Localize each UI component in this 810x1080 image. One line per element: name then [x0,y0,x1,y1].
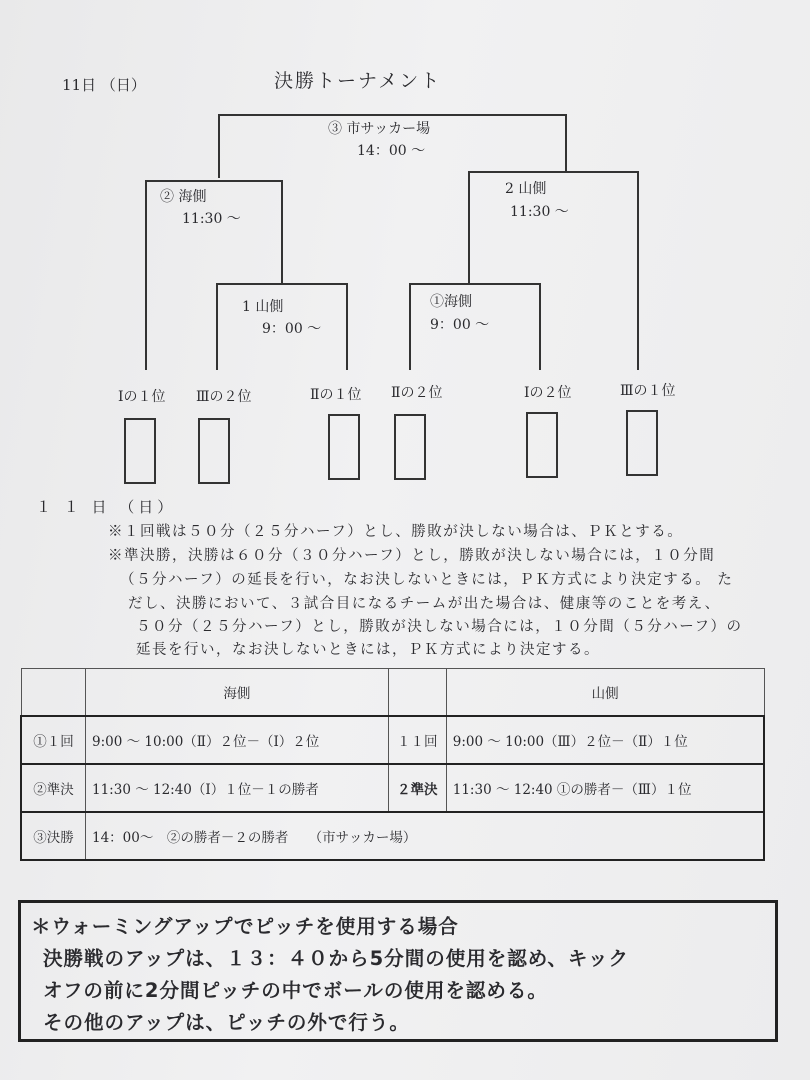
round-cell: ２準決 [388,764,446,812]
date-label: 11日 （日） [62,76,146,94]
qf-left-label: 1 山側 [242,299,284,315]
warmup-notice-line: その他のアップは、ピッチの外で行う。 [43,1011,410,1034]
team-slot-box [394,414,426,480]
team-slot-box [328,414,360,480]
warmup-notice-title: ＊ウォーミングアップでピッチを使用する場合 [31,915,459,938]
table-header-left: 海側 [86,669,389,717]
match-cell: 11:30 〜 12:40 ①の勝者－（Ⅲ）１位 [446,764,764,812]
table-row-final [21,812,764,860]
warmup-notice-line: オフの前に2分間ピッチの中でボールの使用を認める。 [43,979,548,1002]
page-title: 決勝トーナメント [274,70,442,92]
note-line: ※準決勝，決勝は６０分（３０分ハーフ）とし，勝敗が決しない場合には，１０分間 [108,548,716,564]
table-header-row [21,669,764,717]
team-slot-box [626,410,658,476]
note-line: だし、決勝において、３試合目になるチームが出た場合は、健康等のことを考え、 [128,596,721,612]
team-slot-box [198,418,230,484]
note-line: ５０分（２５分ハーフ）とし，勝敗が決しない場合には，１０分間（５分ハーフ）の [136,619,743,635]
seed-label: Ⅰの１位 [118,389,166,405]
round-cell: ①１回 [21,716,86,764]
warmup-notice-line: 決勝戦のアップは、１３：４０から5分間の使用を認め、キック [43,947,630,970]
match-cell: 11:30 〜 12:40（Ⅰ）１位－１の勝者 [86,764,389,812]
semi-right-time: 11:30 〜 [510,204,569,220]
seed-label: Ⅲの２位 [196,389,252,405]
schedule-table [20,668,765,861]
seed-label: Ⅰの２位 [524,385,572,401]
final-match-cell: 14：00〜 ②の勝者－２の勝者 （市サッカー場） [86,812,765,860]
note-line: 延長を行い，なお決しないときには，ＰＫ方式により決定する。 [136,642,600,658]
qf-right-time: 9：00 〜 [430,317,490,333]
table-header-cell [388,669,446,717]
table-row [21,764,764,812]
final-time: 14：00 〜 [357,143,426,159]
warmup-notice-box [18,900,778,1042]
notes-heading: １ １ 日 （日） [36,498,177,516]
semi-right-label: 2 山側 [505,181,547,197]
note-line: ※１回戦は５０分（２５分ハーフ）とし、勝敗が決しない場合は、ＰＫとする。 [108,524,684,540]
qf-left-time: 9：00 〜 [262,321,322,337]
team-slot-box [526,412,558,478]
semi-left-label: ② 海側 [160,189,207,205]
seed-label: Ⅱの１位 [310,387,362,403]
semi-left-time: 11:30 〜 [182,211,241,227]
seed-label: Ⅱの２位 [391,385,443,401]
round-cell: １１回 [388,716,446,764]
team-slot-box [124,418,156,484]
round-cell: ③決勝 [21,812,86,860]
match-cell: 9:00 〜 10:00（Ⅲ）２位－（Ⅱ）１位 [446,716,764,764]
qf-right-label: ①海側 [430,294,472,310]
match-cell: 9:00 〜 10:00（Ⅱ）２位－（Ⅰ）２位 [86,716,389,764]
note-line: （５分ハーフ）の延長を行い，なお決しないときには，ＰＫ方式により決定する。 た [120,572,734,588]
final-label: ③ 市サッカー場 [328,121,431,137]
table-row [21,716,764,764]
seed-label: Ⅲの１位 [620,383,676,399]
round-cell: ②準決 [21,764,86,812]
table-header-cell [21,669,86,717]
table-header-right: 山側 [446,669,764,717]
